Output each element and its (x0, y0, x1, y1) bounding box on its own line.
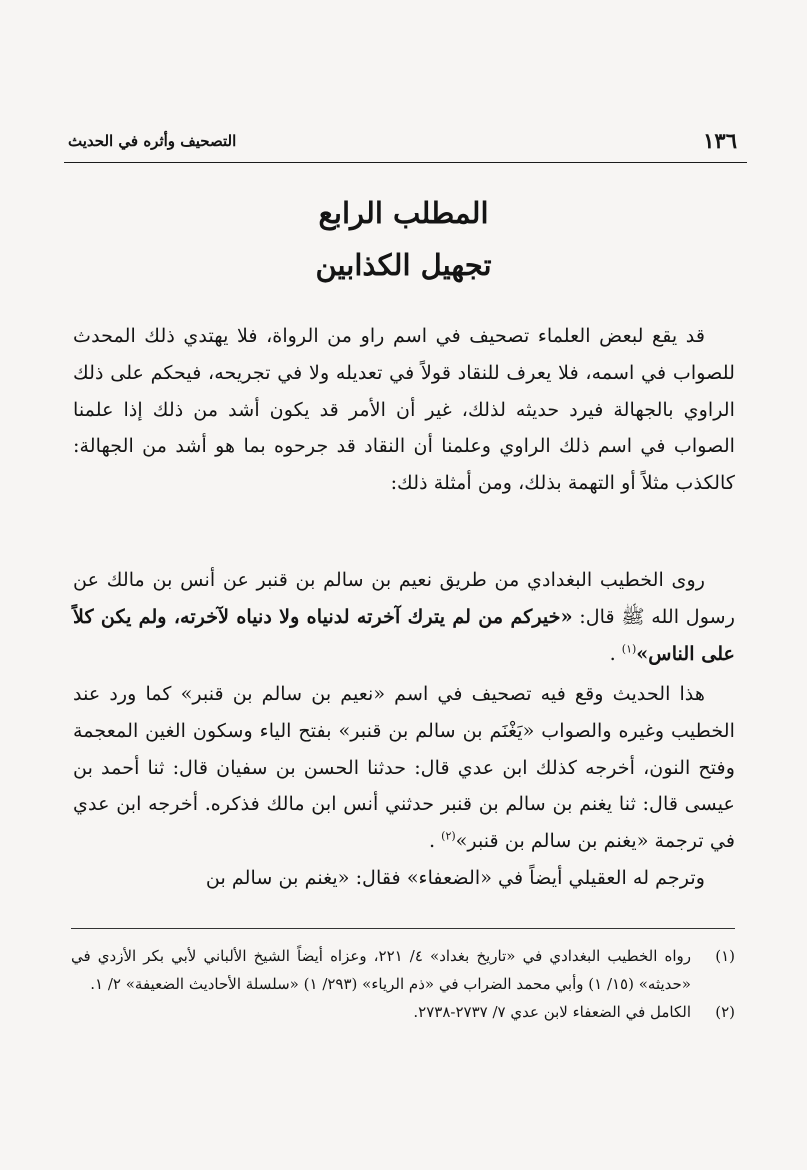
sentence-end: . (609, 641, 622, 665)
footnote-divider (71, 928, 735, 929)
hadith-narration: روى الخطيب البغدادي من طريق نعيم بن سالم بن قنبر عن أنس بن مالك عن رسول الله ﷺ قال: (73, 568, 735, 628)
footnote-text: رواه الخطيب البغدادي في «تاريخ بغداد» ٤/ ٢٢١، وعزاه أيضاً الشيخ الألباني لأبي بكر الأزدي في «حديثه» (١٥/ ١) وأبي محمد الضراب في «ذم الرياء» (٢٩٣/ ١) «سلسلة الأحاديث الضعيفة» ٢/ ١. (71, 947, 692, 993)
footnote-number: (١) (715, 947, 735, 965)
paragraph-continued (73, 860, 735, 897)
page-header (64, 128, 747, 163)
paragraph-intro (73, 318, 735, 502)
page-number: ١٣٦ (703, 128, 737, 153)
paragraph-text: هذا الحديث وقع فيه تصحيف في اسم «نعيم بن سالم بن قنبر» كما ورد عند الخطيب وغيره والصواب «يَغْنَم بن سالم بن قنبر» بفتح الياء وسكون الغين المعجمة وفتح النون، أخرجه كذلك ابن عدي قال: حدثنا الحسن بن سفيان قال: ثنا أحمد بن عيسى قال: ثنا يغنم بن سالم بن قنبر حدثني أنس ابن مالك فذكره. أخرجه ابن عدي في ترجمة «يغنم بن سالم بن قنبر» (73, 682, 735, 853)
footnote-ref-2[interactable]: (٢) (441, 829, 456, 843)
paragraph-text: قد يقع لبعض العلماء تصحيف في اسم راو من الرواة، فلا يهتدي ذلك المحدث للصواب في اسمه، فلا يعرف للنقاد قولاً في تعديله ولا في تجريحه، فيحكم على ذلك الراوي بالجهالة فيرد حديثه لذلك، غير أن الأمر قد يكون أشد من ذلك إذا علمنا الصواب في اسم ذلك الراوي وعلمنا أن النقاد قد جرحوه بما هو أشد من الجهالة: كالكذب مثلاً أو التهمة بذلك، ومن أمثلة ذلك: (73, 324, 735, 495)
footnote-item (71, 998, 735, 1026)
footnotes (71, 942, 735, 1026)
paragraph-text: وترجم له العقيلي أيضاً في «الضعفاء» فقال: «يغنم بن سالم بن (205, 866, 705, 889)
footnote-text: الكامل في الضعفاء لابن عدي ٧/ ٢٧٣٧-٢٧٣٨. (413, 1003, 691, 1021)
section-title: المطلب الرابع (318, 196, 489, 230)
running-title: التصحيف وأثره في الحديث (68, 132, 237, 150)
footnote-item (71, 942, 735, 998)
paragraph-explanation (73, 676, 735, 860)
footnote-number: (٢) (715, 1003, 735, 1021)
sentence-end: . (428, 829, 442, 853)
paragraph-hadith (73, 562, 735, 672)
section-subtitle: تجهيل الكذابين (315, 248, 492, 282)
hadith-text: «خيركم من لم يترك آخرته لدنياه ولا دنياه لآخرته، ولم يكن كلاً على الناس» (73, 604, 735, 665)
footnote-ref-1[interactable]: (١) (621, 642, 637, 656)
